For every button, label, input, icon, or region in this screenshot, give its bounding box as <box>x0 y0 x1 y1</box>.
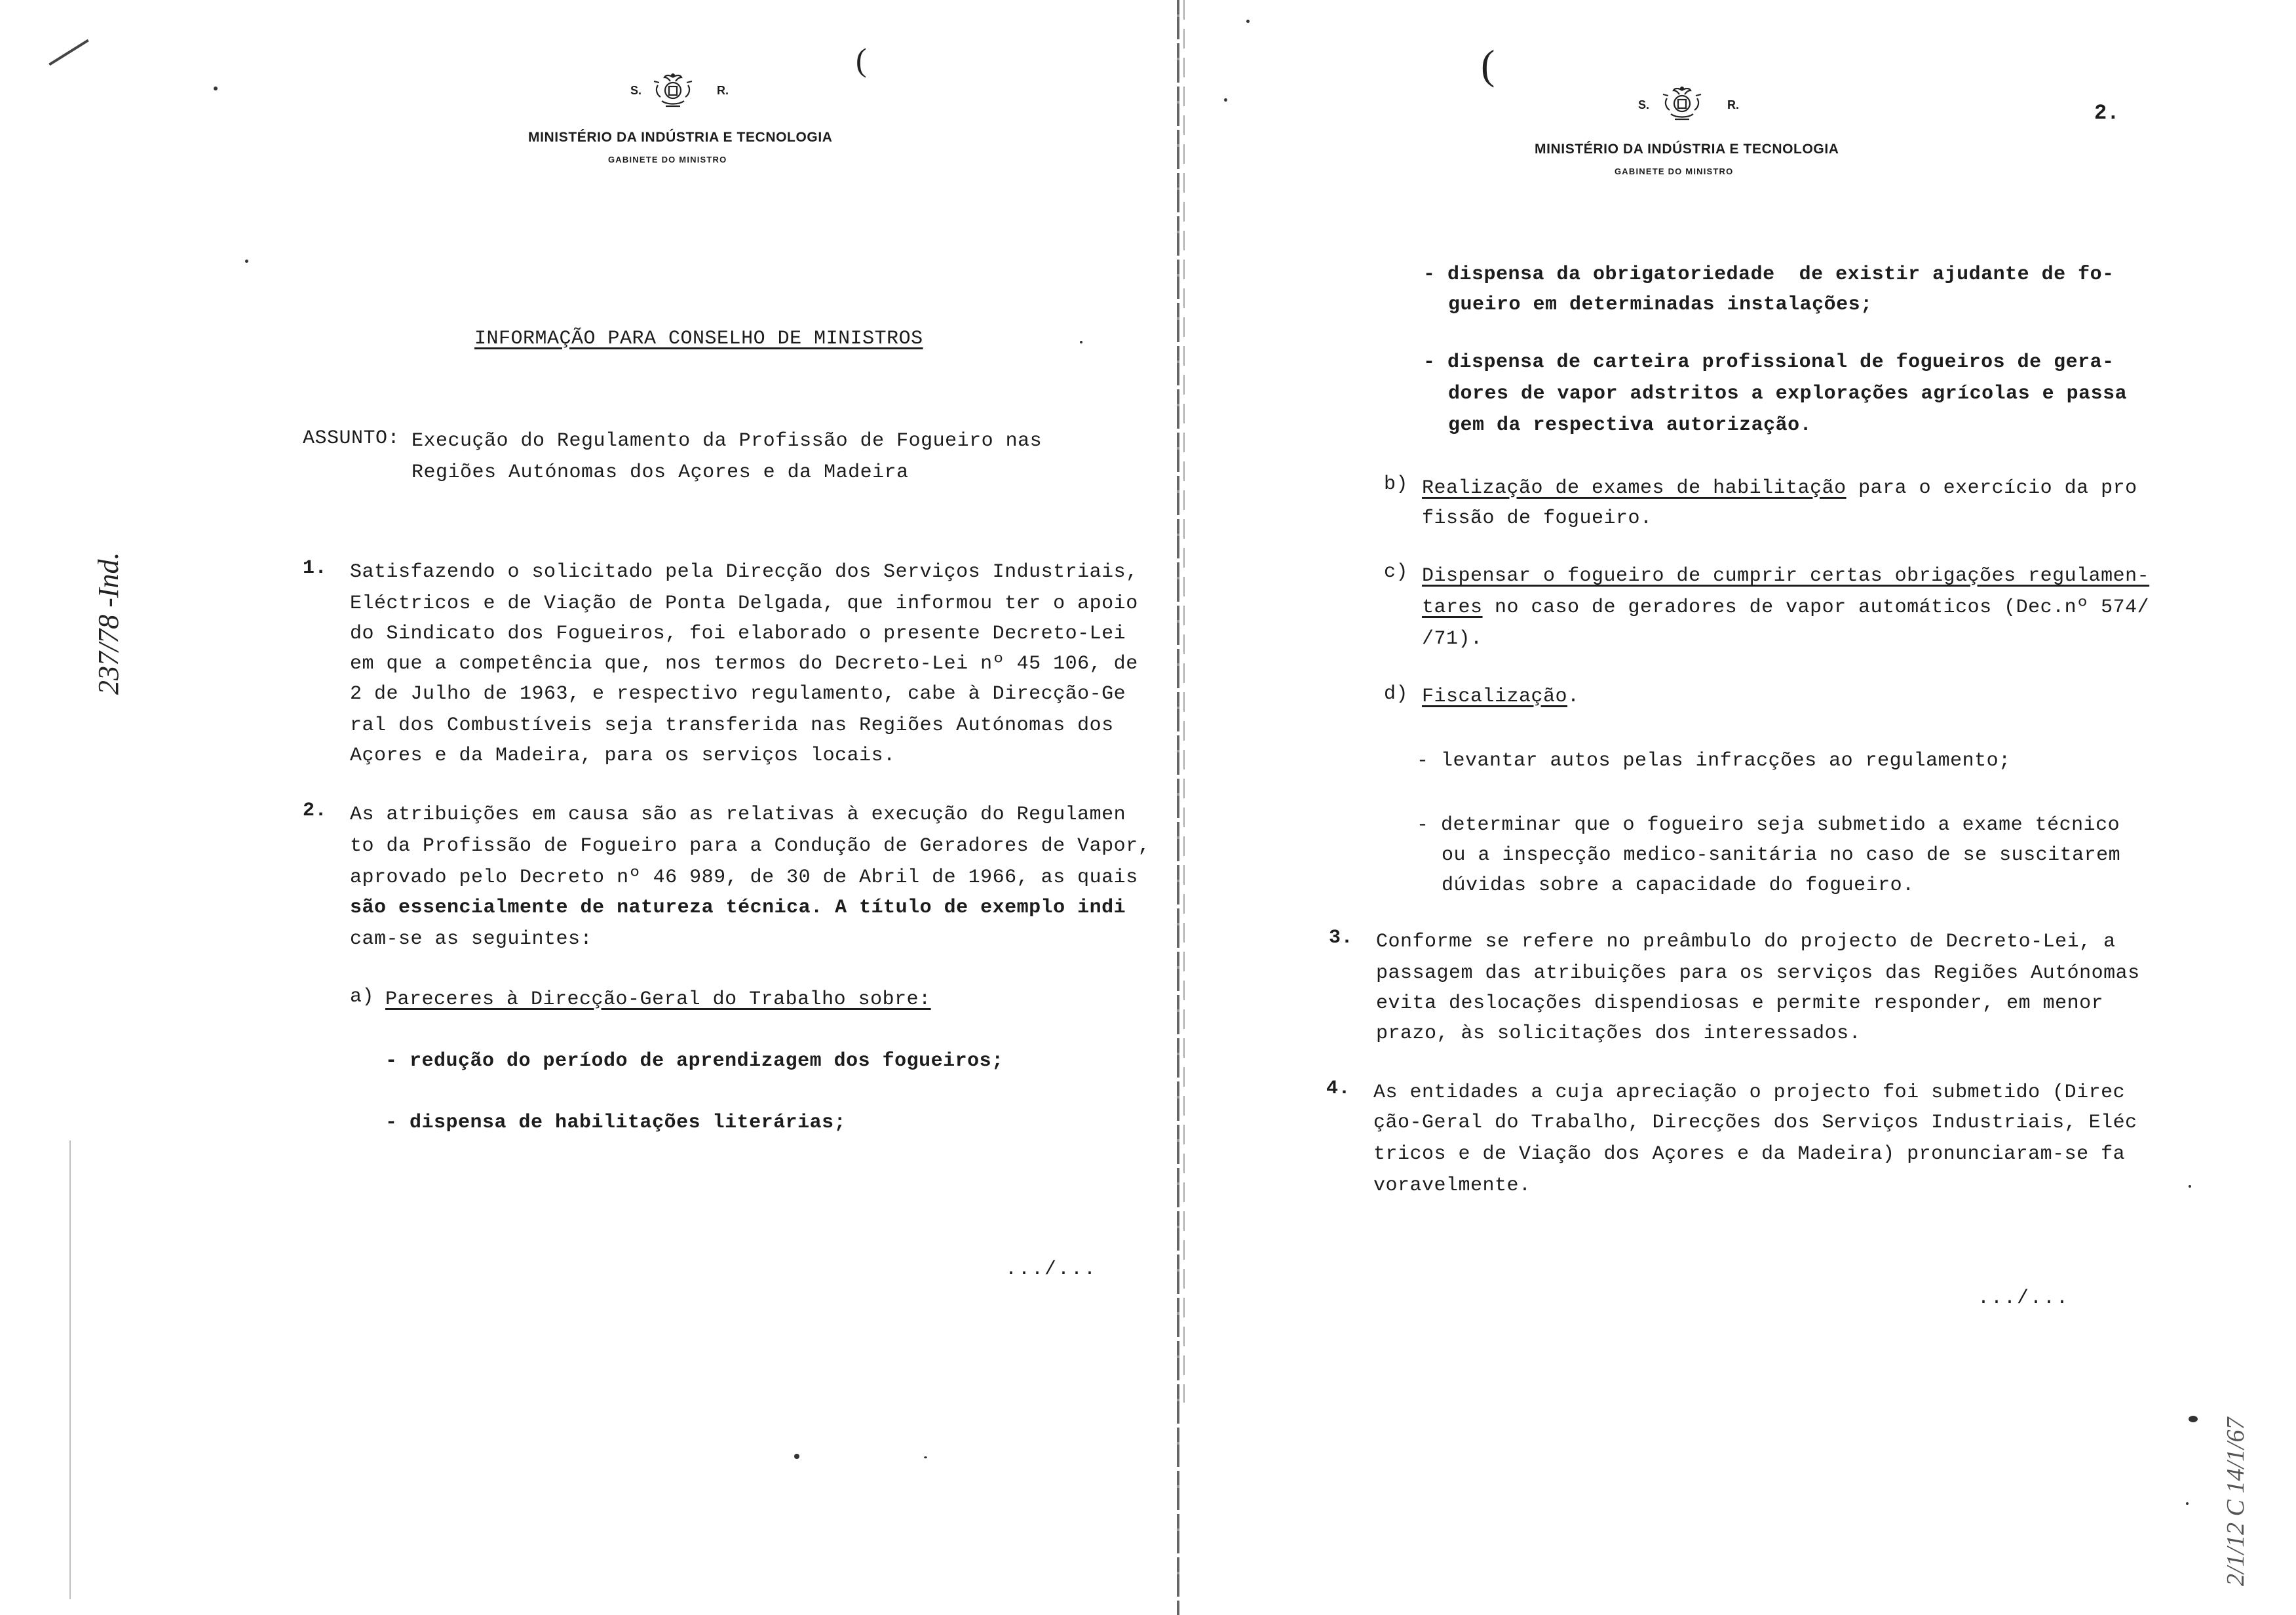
right-page <box>1179 0 2296 1615</box>
bullet-item-continuation: ou a inspecção medico-sanitária no caso de se suscitarem <box>1442 844 2121 866</box>
paragraph-3-line: prazo, às solicitações dos interessados. <box>1376 1022 1862 1045</box>
item-a-text: Pareceres à Direcção-Geral do Trabalho sobre: <box>385 988 931 1011</box>
paragraph-2-line: cam-se as seguintes: <box>350 928 593 950</box>
paragraph-1-line: Eléctricos e de Viação de Ponta Delgada, que informou ter o apoio <box>350 593 1138 615</box>
bullet-item: - levantar autos pelas infracções ao regulamento; <box>1417 750 2011 772</box>
scan-speck <box>1246 20 1250 23</box>
handwritten-margin-note: 2/1/12 C 14/1/67 <box>2222 1417 2249 1586</box>
document-title: INFORMAÇÃO PARA CONSELHO DE MINISTROS <box>474 328 923 350</box>
item-b-line: fissão de fogueiro. <box>1422 507 1653 530</box>
ministry-name: MINISTÉRIO DA INDÚSTRIA E TECNOLOGIA <box>528 130 833 145</box>
paragraph-2-number: 2. <box>303 800 328 822</box>
bullet-item-continuation: gem da respectiva autorização. <box>1448 414 1812 437</box>
scan-speck <box>2189 1416 2198 1422</box>
scan-speck <box>2186 1502 2189 1505</box>
header-s-label: S. <box>630 84 642 97</box>
paragraph-3-line: evita deslocações dispendiosas e permite responder, em menor <box>1376 992 2104 1015</box>
continuation-mark: .../... <box>1005 1258 1098 1281</box>
paragraph-3-line: Conforme se refere no preâmbulo do projecto de Decreto-Lei, a <box>1376 931 2116 953</box>
paragraph-2-line: são essencialmente de natureza técnica. A título de exemplo indi <box>350 897 1126 919</box>
coat-of-arms-icon <box>1662 85 1702 125</box>
handwritten-bracket: ( <box>856 41 867 78</box>
continuation-mark: .../... <box>1978 1287 2070 1310</box>
item-d-heading: Fiscalização <box>1422 686 1568 708</box>
scan-speck <box>214 87 218 90</box>
subject-line: Regiões Autónomas dos Açores e da Madeira <box>411 461 909 484</box>
paragraph-4-line: voravelmente. <box>1373 1175 1531 1197</box>
header-s-label: S. <box>1638 98 1650 111</box>
item-b-rest: para o exercício da pro <box>1846 477 2137 499</box>
bullet-item: - redução do período de aprendizagem dos fogueiros; <box>385 1050 1004 1072</box>
scan-speck <box>245 260 248 263</box>
paragraph-3-number: 3. <box>1329 927 1354 949</box>
bullet-item: - dispensa da obrigatoriedade de existir ajudante de fo- <box>1423 263 2114 286</box>
item-b-label: b) <box>1384 473 1409 496</box>
paragraph-1-line: em que a competência que, nos termos do Decreto-Lei nº 45 106, de <box>350 653 1138 675</box>
paragraph-3-line: passagem das atribuições para os serviços das Regiões Autónomas <box>1376 962 2140 984</box>
paragraph-4-line: As entidades a cuja apreciação o projecto foi submetido (Direc <box>1373 1081 2126 1104</box>
header-r-label: R. <box>717 84 729 97</box>
scan-mark <box>48 39 88 66</box>
item-c-heading: Dispensar o fogueiro de cumprir certas obrigações regulamen- <box>1422 565 2150 587</box>
subject-label: ASSUNTO: <box>303 427 400 450</box>
header-r-label: R. <box>1727 98 1739 111</box>
bullet-item: - determinar que o fogueiro seja submetido a exame técnico <box>1417 814 2120 836</box>
paragraph-1-line: 2 de Julho de 1963, e respectivo regulamento, cabe à Direcção-Ge <box>350 683 1126 705</box>
item-b-line <box>1422 475 2137 502</box>
cabinet-name: GABINETE DO MINISTRO <box>1615 166 1734 176</box>
bullet-item: - dispensa de carteira profissional de fogueiros de gera- <box>1423 351 2114 374</box>
bullet-item-continuation: gueiro em determinadas instalações; <box>1448 294 1873 316</box>
paragraph-1-line: do Sindicato dos Fogueiros, foi elaborado o presente Decreto-Lei <box>350 623 1126 645</box>
item-c-heading-end: tares <box>1422 596 1483 619</box>
item-d-rest: . <box>1567 686 1580 708</box>
bullet-item-continuation: dores de vapor adstritos a explorações agrícolas e passa <box>1448 383 2128 405</box>
handwritten-margin-note: 237/78 -Ind. <box>92 552 124 695</box>
paragraph-2-line: aprovado pelo Decreto nº 46 989, de 30 de Abril de 1966, as quais <box>350 866 1138 889</box>
scan-speck <box>924 1456 927 1458</box>
paragraph-2-line: As atribuições em causa são as relativas à execução do Regulamen <box>350 804 1126 826</box>
cabinet-name: GABINETE DO MINISTRO <box>608 155 727 165</box>
item-c-rest: no caso de geradores de vapor automáticos (Dec.nº 574/ <box>1482 596 2150 619</box>
ministry-name: MINISTÉRIO DA INDÚSTRIA E TECNOLOGIA <box>1535 142 1839 157</box>
paragraph-4-line: tricos e de Viação dos Açores e da Madeira) pronunciaram-se fa <box>1373 1143 2126 1165</box>
handwritten-bracket: ( <box>1481 41 1495 88</box>
scan-speck <box>794 1454 799 1459</box>
paragraph-1-number: 1. <box>303 557 328 579</box>
paragraph-1-line: Açores e da Madeira, para os serviços locais. <box>350 745 896 767</box>
item-a-label: a) <box>350 986 375 1008</box>
scan-edge <box>69 1140 71 1599</box>
item-d-line <box>1422 683 1580 710</box>
page-number: 2. <box>2094 101 2120 125</box>
paragraph-1-line: ral dos Combustíveis seja transferida nas Regiões Autónomas dos <box>350 714 1114 737</box>
item-d-label: d) <box>1384 683 1409 705</box>
item-c-line <box>1422 594 2149 621</box>
bullet-item: - dispensa de habilitações literárias; <box>385 1112 847 1134</box>
coat-of-arms-icon <box>653 72 693 112</box>
bullet-item-continuation: dúvidas sobre a capacidade do fogueiro. <box>1442 874 1915 897</box>
scan-speck <box>1224 98 1227 102</box>
item-c-label: c) <box>1384 561 1409 583</box>
item-c-line: /71). <box>1422 628 1483 650</box>
paragraph-4-number: 4. <box>1326 1078 1351 1100</box>
paragraph-1-line: Satisfazendo o solicitado pela Direcção dos Serviços Industriais, <box>350 561 1138 583</box>
item-b-heading: Realização de exames de habilitação <box>1422 477 1846 499</box>
paragraph-2-line: to da Profissão de Fogueiro para a Condução de Geradores de Vapor, <box>350 835 1151 857</box>
scan-speck <box>2189 1185 2191 1188</box>
scan-speck <box>1080 341 1082 343</box>
subject-line: Execução do Regulamento da Profissão de Fogueiro nas <box>411 430 1043 452</box>
paragraph-4-line: ção-Geral do Trabalho, Direcções dos Serviços Industriais, Eléc <box>1373 1112 2137 1134</box>
